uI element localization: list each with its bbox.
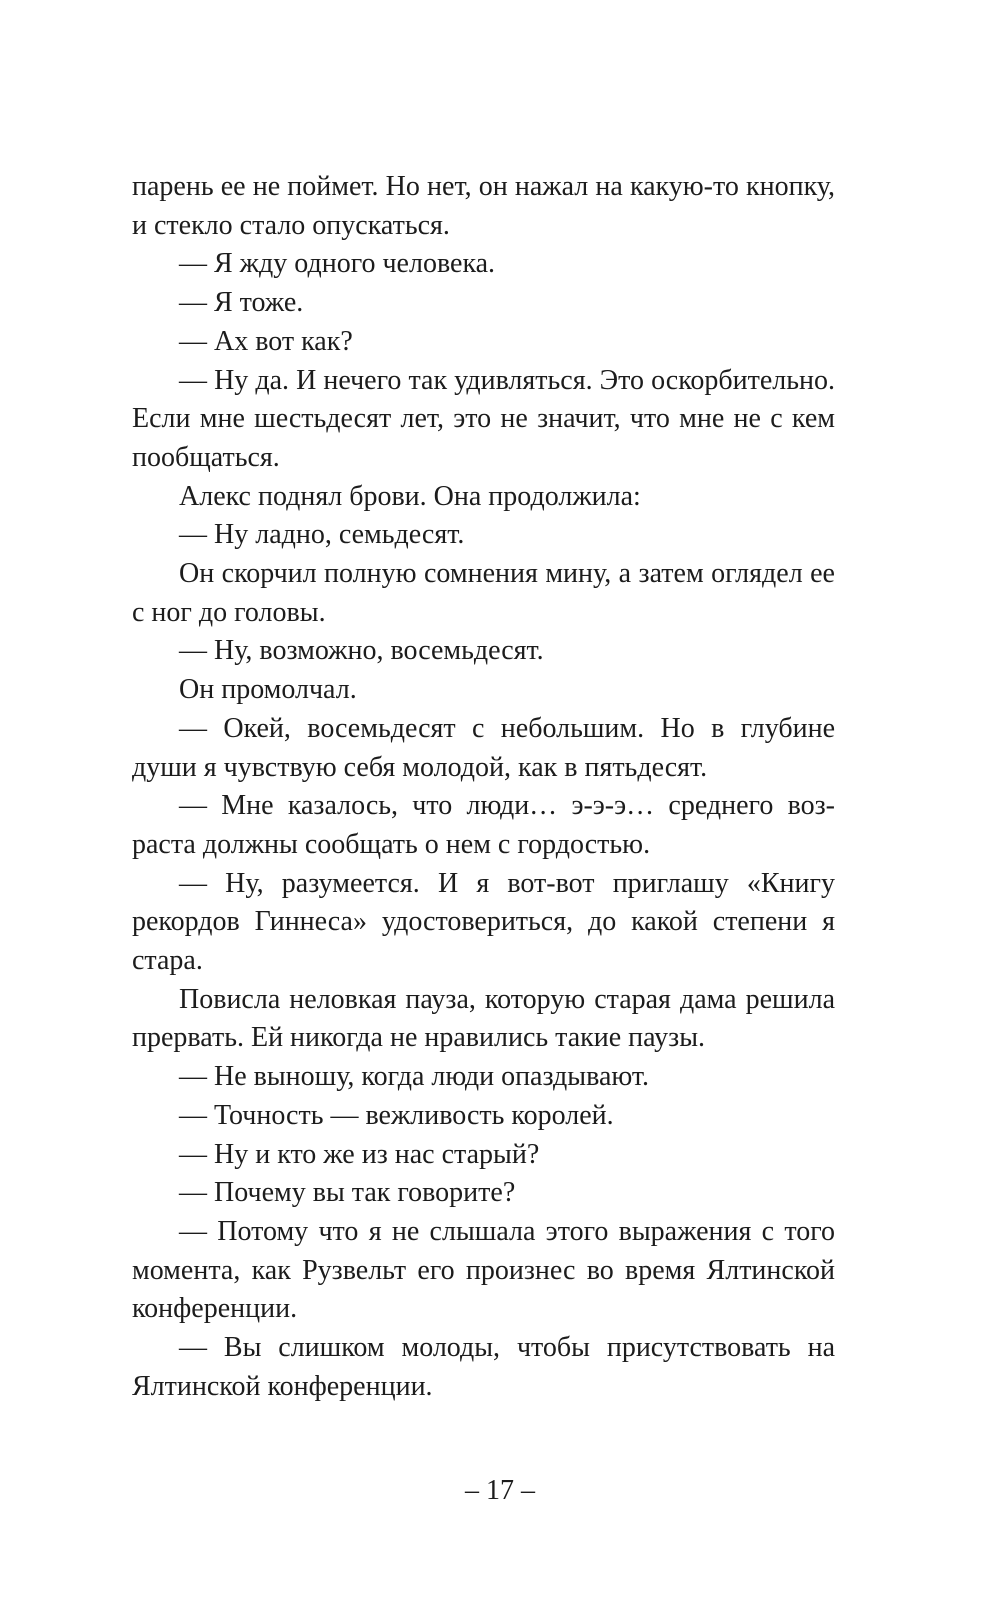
- paragraph: — Ах вот как?: [179, 325, 353, 357]
- paragraph: — Вы слишком молоды, чтобы присутствовать на Ялтинской конференции.: [132, 1332, 835, 1402]
- paragraph: Повисла неловкая пауза, которую старая дама решила прервать. Ей никогда не нравились такие паузы.: [132, 983, 835, 1054]
- page-number: – 17 –: [465, 1475, 535, 1506]
- paragraph: — Ну ладно, семьдесят.: [179, 519, 465, 551]
- paragraph: Алекс поднял брови. Она продолжила:: [179, 480, 641, 512]
- paragraph: — Окей, восемьдесят с небольшим. Но в глубине души я чувствую себя молодой, как в пятьдесят.: [132, 712, 835, 783]
- paragraph: — Я тоже.: [179, 287, 304, 319]
- paragraph: парень ее не поймет. Но нет, он нажал на какую-то кнопку, и стекло стало опускаться.: [132, 171, 835, 241]
- paragraph: — Почему вы так говорите?: [179, 1177, 516, 1209]
- paragraph: Он промолчал.: [179, 674, 357, 706]
- paragraph: — Ну да. И нечего так удивляться. Это оскорбительно. Если мне шестьдесят лет, это не значит, что мне не с кем пообщаться.: [132, 364, 835, 473]
- paragraph: — Ну, возможно, восемьдесят.: [179, 635, 544, 667]
- paragraph: — Я жду одного человека.: [179, 248, 496, 280]
- paragraph: — Ну, разумеется. И я вот-вот приглашу «Книгу рекордов Гиннеса» удостовериться, до какой степени я стара.: [132, 867, 835, 977]
- paragraph: — Точность — вежливость королей.: [179, 1099, 614, 1131]
- paragraph: — Не выношу, когда люди опаздывают.: [179, 1061, 650, 1093]
- paragraph: — Потому что я не слышала этого выражения с того момента, как Рузвельт его произнес во время Ялтинской конференции.: [132, 1215, 835, 1325]
- page-text: [132, 168, 835, 1407]
- paragraph: Он скорчил полную сомнения мину, а затем оглядел ее с ног до головы.: [132, 558, 835, 628]
- paragraph: — Ну и кто же из нас старый?: [179, 1138, 540, 1170]
- paragraph: — Мне казалось, что люди… э-э-э… среднего возраста должны сообщать о нем с гордостью.: [132, 790, 835, 860]
